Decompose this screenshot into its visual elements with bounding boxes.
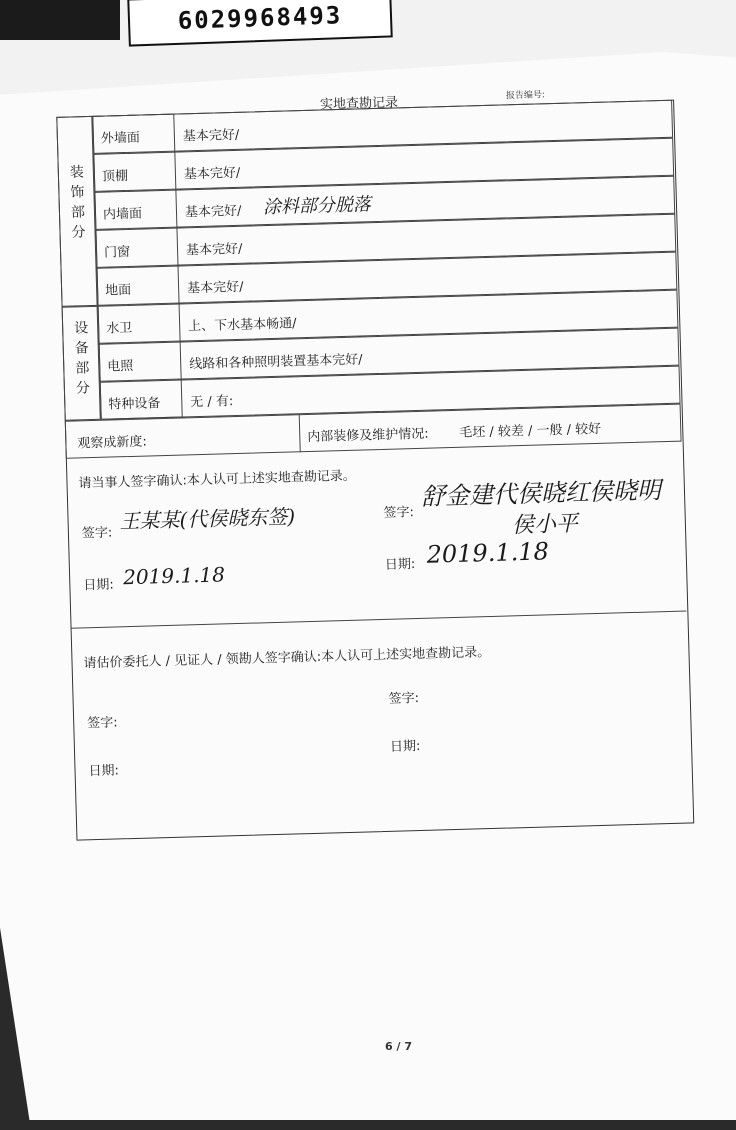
row-value: 基本完好/ — [185, 241, 243, 259]
party-right-sign-label: 签字: — [383, 505, 415, 521]
equipment-section-label: 设备部分 — [71, 320, 91, 401]
row-name: 外墙面 — [100, 130, 141, 147]
condition-label: 内部装修及维护情况: — [307, 426, 429, 446]
row-name: 特种设备 — [108, 396, 161, 413]
row-value: 无 / 有: — [190, 394, 234, 411]
newness-label: 观察成新度: — [77, 434, 148, 452]
decoration-section-label: 装饰部分 — [67, 164, 86, 245]
row-value: 上、下水基本畅通/ — [187, 316, 297, 335]
appraiser-right-date-label: 日期: — [389, 738, 421, 755]
page-number: 6 / 7 — [385, 1040, 412, 1053]
report-number-label: 报告编号: — [505, 90, 546, 102]
row-value: 基本完好/ — [184, 203, 242, 221]
row-value: 线路和各种照明装置基本完好/ — [189, 352, 363, 373]
condition-options: 毛坯 / 较差 / 一般 / 较好 — [459, 421, 602, 441]
row-value: 基本完好/ — [186, 279, 244, 297]
row-name: 门窗 — [103, 244, 131, 261]
barcode-number: 6029968493 — [127, 0, 393, 47]
party-right-date-label: 日期: — [384, 557, 416, 573]
row-name: 顶棚 — [101, 168, 129, 185]
appraiser-left-date-label: 日期: — [88, 763, 120, 780]
party-statement: 请当事人签字确认:本人认可上述实地查勘记录。 — [78, 468, 357, 492]
appraiser-right-sign-label: 签字: — [388, 691, 420, 707]
row-name: 电照 — [107, 358, 134, 375]
handwritten-note: 涂料部分脱落 — [262, 194, 372, 219]
party-right-signature: 舒金建代侯晓红侯晓明 — [420, 476, 662, 511]
row-name: 地面 — [104, 282, 132, 299]
row-name: 内墙面 — [102, 206, 143, 223]
party-right-signature-2: 侯小平 — [511, 511, 579, 539]
party-left-date-label: 日期: — [83, 577, 114, 594]
appraiser-statement: 请估价委托人 / 见证人 / 领勘人签字确认:本人认可上述实地查勘记录。 — [83, 645, 491, 672]
page-title: 实地查勘记录 — [319, 95, 399, 113]
party-right-date: 2019.1.18 — [426, 537, 550, 569]
row-value: 基本完好/ — [183, 165, 241, 183]
appraiser-left-sign-label: 签字: — [87, 715, 118, 732]
party-left-sign-label: 签字: — [81, 525, 113, 542]
party-left-signature: 王某某(代侯晓东签) — [119, 504, 296, 534]
row-name: 水卫 — [106, 320, 133, 337]
row-value: 基本完好/ — [182, 127, 240, 145]
party-left-date: 2019.1.18 — [122, 562, 226, 590]
